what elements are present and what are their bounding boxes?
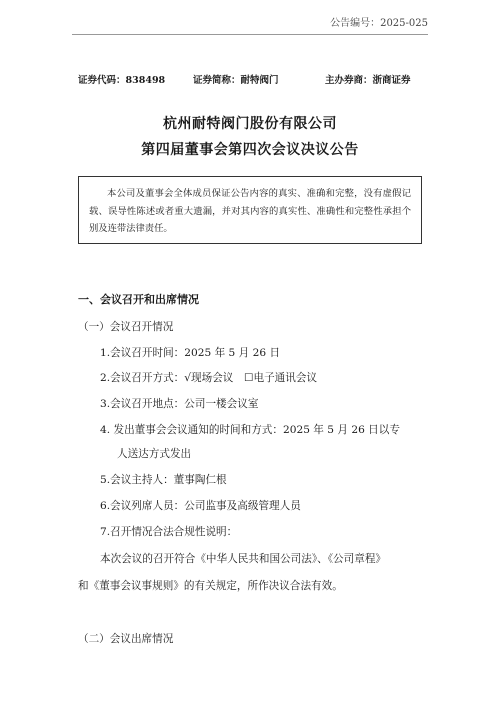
subheading-convening: （一）会议召开情况 <box>78 321 174 333</box>
announcement-title: 第四届董事会第四次会议决议公告 <box>141 142 359 158</box>
item-meeting-location: 3.会议召开地点：公司一楼会议室 <box>100 398 259 410</box>
security-code: 证券代码：838498 <box>78 75 166 86</box>
subheading-attendance: （二）会议出席情况 <box>78 633 174 645</box>
item-attendees: 6.会议列席人员：公司监事及高级管理人员 <box>100 500 301 512</box>
responsibility-statement: 本公司及董事会全体成员保证公告内容的真实、准确和完整，没有虚假记载、误导性陈述或者重大遗漏，并对其内容的真实性、准确性和完整性承担个别及连带法律责任。 <box>78 176 422 244</box>
item-meeting-time: 1.会议召开时间：2025 年 5 月 26 日 <box>100 347 281 359</box>
item-compliance: 7.召开情况合法合规性说明： <box>100 526 238 538</box>
item-notice-method: 4. 发出董事会会议通知的时间和方式：2025 年 5 月 26 日以专 <box>100 424 400 436</box>
compliance-paragraph-line2: 和《董事会议事规则》的有关规定，所作决议合法有效。 <box>78 580 343 592</box>
notice-number: 公告编号：2025-025 <box>330 18 428 29</box>
item-chair: 5.会议主持人：董事陶仁根 <box>100 474 227 486</box>
company-title: 杭州耐特阀门股份有限公司 <box>163 116 337 132</box>
item-meeting-method: 2.会议召开方式：√现场会议 ☐电子通讯会议 <box>100 372 318 384</box>
compliance-paragraph-line1: 本次会议的召开符合《中华人民共和国公司法》、《公司章程》 <box>100 553 387 565</box>
security-abbreviation: 证券简称：耐特阀门 <box>193 75 279 86</box>
item-notice-method-continued: 人送达方式发出 <box>117 448 192 460</box>
header-divider <box>72 34 428 35</box>
section-heading-meeting: 一、会议召开和出席情况 <box>78 293 199 306</box>
sponsor-broker: 主办券商：浙商证券 <box>325 75 411 86</box>
